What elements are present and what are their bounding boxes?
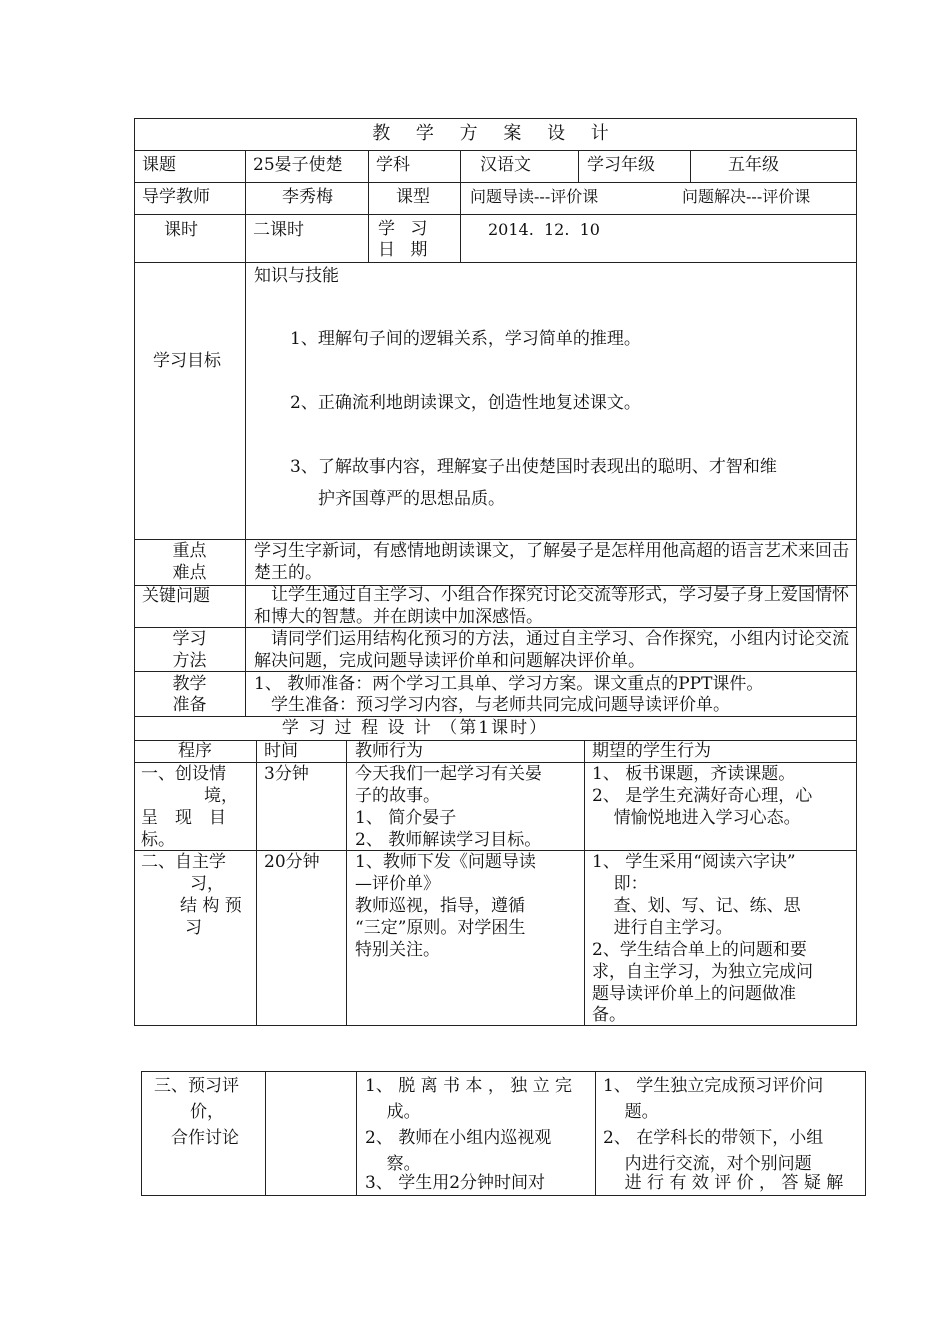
row1-teacher: 子的故事。 [355, 786, 440, 806]
row2-teacher: —评价单》 [355, 874, 440, 894]
process-title: 学 习 过 程 设 计 （第1课时） [281, 718, 549, 738]
row3-teacher: 察。 [365, 1154, 421, 1174]
objective-item: 护齐国尊严的思想品质。 [318, 489, 505, 509]
row3-student: 进 行 有 效 评 价 ， 答 疑 解 [603, 1173, 844, 1193]
keypoints-label: 重点 [172, 541, 207, 561]
table-rule [265, 1071, 266, 1196]
row2-step: 习， [190, 874, 224, 894]
keypoints-label: 难点 [172, 563, 207, 583]
date-label: 学 习 日 期 [378, 219, 433, 260]
preparation-label: 准备 [172, 695, 207, 715]
teacher-value: 李秀梅 [282, 187, 333, 207]
table-rule [595, 1071, 596, 1196]
period-value: 二课时 [253, 220, 304, 240]
row1-step: 境， [204, 786, 238, 806]
row3-teacher: 3、 学生用2分钟时间对 [365, 1173, 546, 1193]
table-rule [134, 150, 857, 151]
row1-student: 情愉悦地进入学习心态。 [592, 808, 801, 828]
table-border-top [134, 118, 857, 119]
document-title: 教 学 方 案 设 计 [372, 123, 619, 144]
row3-teacher: 2、 教师在小组内巡视观 [365, 1128, 552, 1148]
grade-label: 学习年级 [587, 155, 655, 175]
row3-student: 1、 学生独立完成预习评价问 [603, 1076, 824, 1096]
subject-value: 汉语文 [480, 155, 531, 175]
teacher-label: 导学教师 [142, 187, 210, 207]
table-rule [368, 150, 369, 262]
grade-value: 五年级 [728, 155, 779, 175]
row3-teacher: 成。 [365, 1102, 421, 1122]
table-rule [245, 150, 246, 262]
table-rule [134, 182, 857, 183]
type-value-1: 问题导读---评价课 [470, 187, 599, 206]
preparation-line: 1、 教师准备：两个学习工具单、学习方案。课文重点的PPT课件。 [254, 674, 764, 694]
table-rule [134, 262, 857, 263]
row2-teacher: 特别关注。 [355, 940, 440, 960]
topic-label: 课题 [142, 155, 176, 175]
objectives-heading: 知识与技能 [254, 266, 339, 286]
table-border-bottom [134, 1025, 857, 1026]
subject-label: 学科 [376, 155, 410, 175]
row1-step: 标。 [141, 830, 175, 850]
row2-teacher: “三定”原则。对学困生 [355, 918, 526, 938]
objective-item: 1、理解句子间的逻辑关系，学习简单的推理。 [290, 329, 641, 349]
row2-student: 即： [592, 874, 648, 894]
table-border-right [856, 118, 857, 1026]
row3-student: 题。 [603, 1102, 659, 1122]
row1-step: 一、创设情 [141, 764, 226, 784]
row2-student: 题导读评价单上的问题做准 [592, 984, 796, 1004]
row2-time: 20分钟 [264, 852, 320, 872]
row2-step: 结 构 预 [180, 896, 242, 916]
date-value: 2014. 12. 10 [488, 220, 600, 239]
table-rule [346, 740, 347, 1025]
table-border-left [141, 1071, 142, 1196]
key-question-text: 让学生通过自主学习、小组合作探究讨论交流等形式，学习晏子身上爱国情怀和博大的智慧。并在朗读中加深感悟。 [254, 585, 849, 627]
objective-item: 2、正确流利地朗读课文，创造性地复述课文。 [290, 393, 641, 413]
keypoints-text: 学习生字新词，有感情地朗读课文，了解晏子是怎样用他高超的语言艺术来回击楚王的。 [254, 541, 849, 583]
table-border-right [865, 1071, 866, 1196]
row3-student: 2、 在学科长的带领下，小组 [603, 1128, 824, 1148]
row2-step: 习 [185, 918, 202, 938]
row2-step: 二、自主学 [141, 852, 226, 872]
table-rule [460, 150, 461, 262]
table-border-top [141, 1071, 866, 1072]
period-label: 课时 [164, 220, 198, 240]
process-header-step: 程序 [178, 741, 212, 761]
preparation-line: 学生准备：预习学习内容，与老师共同完成问题导读评价单。 [254, 695, 730, 715]
preparation-label: 教学 [172, 674, 207, 694]
row2-student: 1、 学生采用“阅读六字诀” [592, 852, 796, 872]
table-rule [690, 150, 691, 182]
topic-value: 25晏子使楚 [253, 155, 343, 175]
objectives-label: 学习目标 [153, 351, 221, 371]
method-text: 请同学们运用结构化预习的方法，通过自主学习、合作探究，小组内讨论交流解决问题，完成问题导读评价单和问题解决评价单。 [254, 629, 849, 671]
row1-student: 1、 板书课题，齐读课题。 [592, 764, 796, 784]
process-header-time: 时间 [264, 741, 298, 761]
row3-step: 合作讨论 [171, 1128, 239, 1148]
key-question-label: 关键问题 [142, 586, 210, 606]
row2-student: 查、划、写、记、练、思 [592, 896, 801, 916]
type-label: 课型 [396, 187, 430, 207]
process-header-student: 期望的学生行为 [592, 741, 711, 761]
row3-student: 内进行交流，对个别问题 [603, 1154, 812, 1174]
row1-teacher: 1、 简介晏子 [355, 808, 457, 828]
table-rule [134, 214, 857, 215]
row1-teacher: 今天我们一起学习有关晏 [355, 764, 542, 784]
table-rule [356, 1071, 357, 1196]
row3-step: 价， [190, 1102, 224, 1122]
table-rule [245, 262, 246, 716]
row2-student: 2、学生结合单上的问题和要 [592, 940, 807, 960]
row2-student: 备。 [592, 1005, 626, 1025]
method-label: 学习 [172, 629, 207, 649]
row1-teacher: 2、 教师解读学习目标。 [355, 830, 542, 850]
row3-teacher: 1、 脱 离 书 本 ， 独 立 完 [365, 1076, 573, 1096]
row2-student: 求，自主学习，为独立完成问 [592, 962, 813, 982]
table-rule [256, 740, 257, 1025]
row2-teacher: 1、教师下发《问题导读 [355, 852, 536, 872]
row2-teacher: 教师巡视，指导，遵循 [355, 896, 525, 916]
table-rule [578, 150, 579, 182]
row3-step: 三、预习评 [154, 1076, 239, 1096]
objective-item: 3、了解故事内容，理解宴子出使楚国时表现出的聪明、才智和维 [290, 457, 777, 477]
row1-time: 3分钟 [264, 764, 309, 784]
method-label: 方法 [172, 651, 207, 671]
row1-step: 呈 现 目 [141, 808, 226, 828]
table-rule [584, 740, 585, 1025]
row2-student: 进行自主学习。 [592, 918, 733, 938]
type-value-2: 问题解决---评价课 [682, 187, 811, 206]
row1-student: 2、 是学生充满好奇心理，心 [592, 786, 813, 806]
process-header-teacher: 教师行为 [355, 741, 423, 761]
